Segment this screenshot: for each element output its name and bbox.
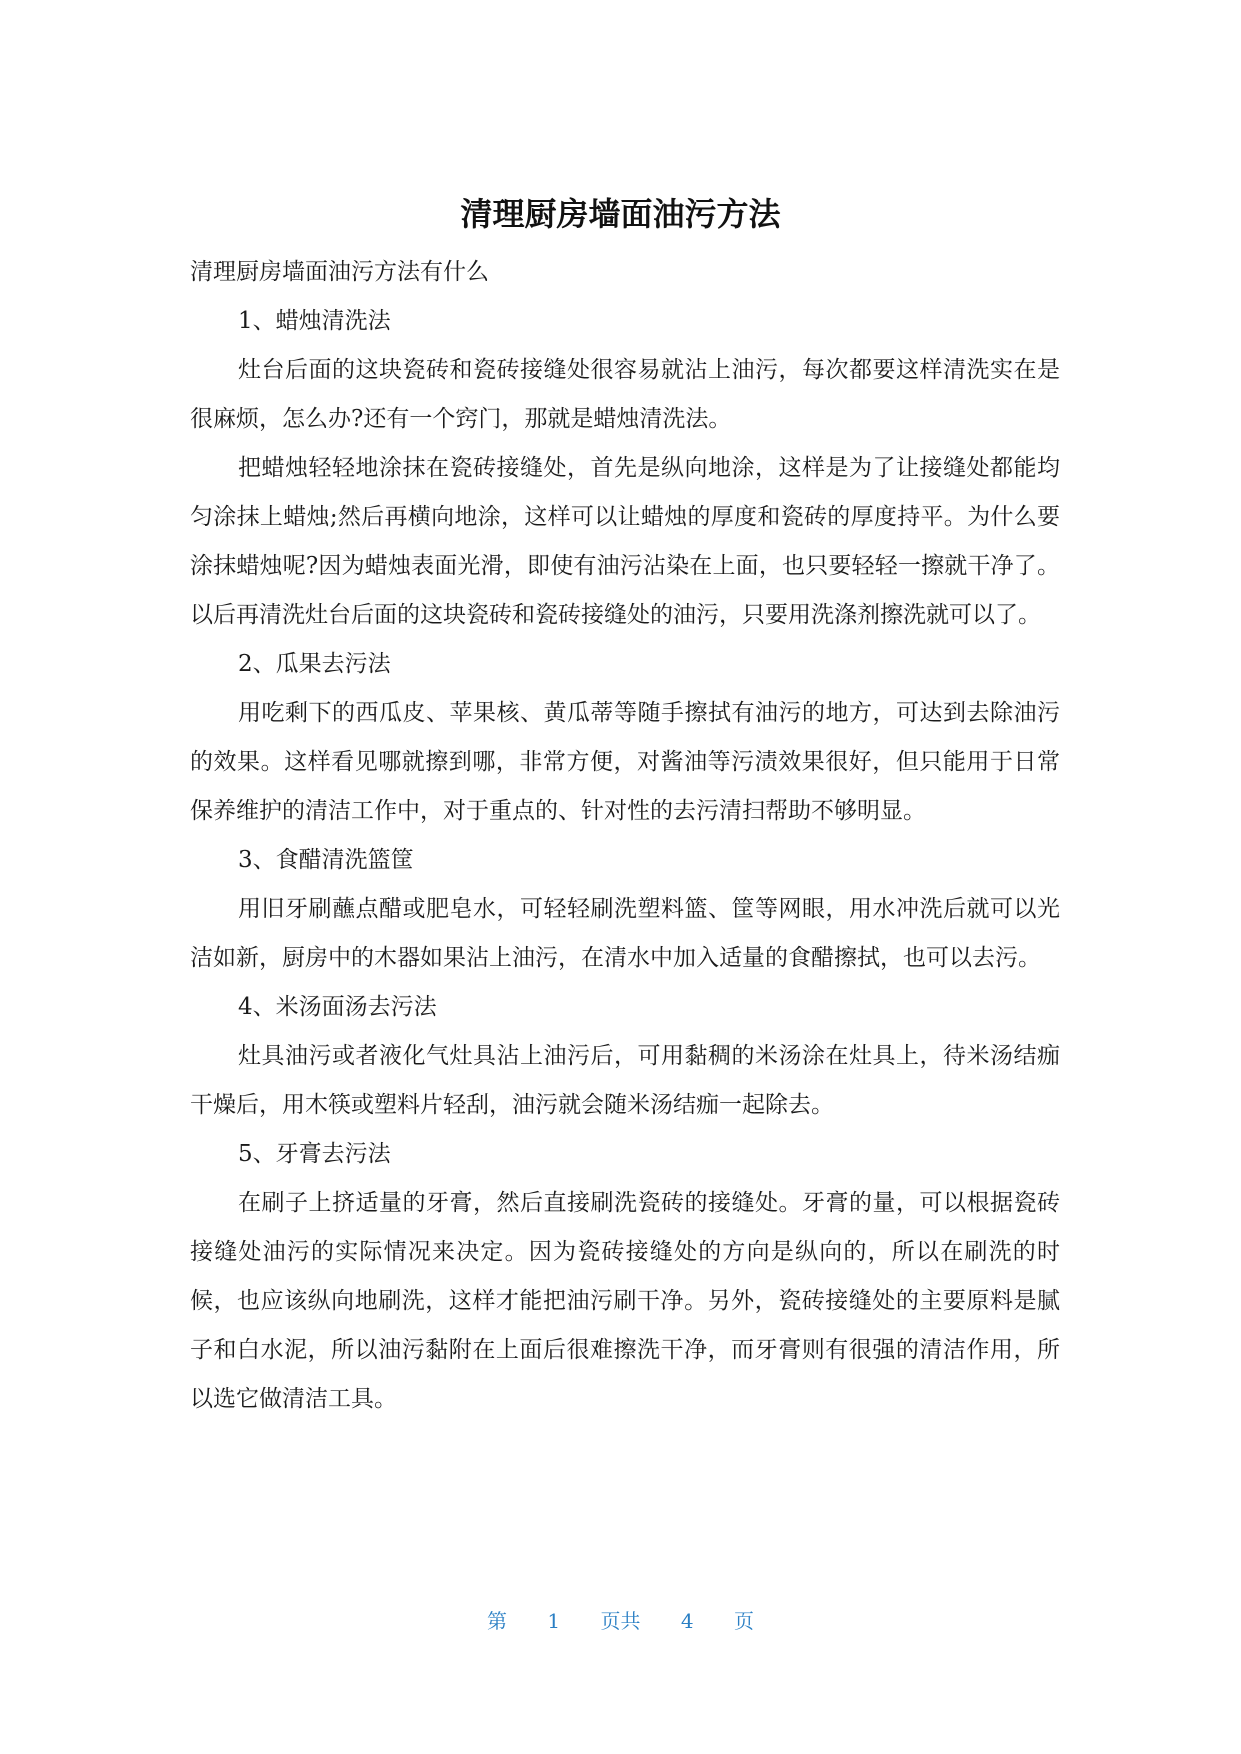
paragraph: 用旧牙刷蘸点醋或肥皂水，可轻轻刷洗塑料篮、筐等网眼，用水冲洗后就可以光洁如新，厨房中的木器如果沾上油污，在清水中加入适量的食醋擦拭，也可以去污。 — [190, 896, 1060, 971]
document-body — [190, 248, 1060, 1424]
section-heading-fruit: 2、瓜果去污法 — [238, 651, 391, 677]
paragraph: 灶具油污或者液化气灶具沾上油污后，可用黏稠的米汤涂在灶具上，待米汤结痂干燥后，用木筷或塑料片轻刮，油污就会随米汤结痂一起除去。 — [190, 1043, 1060, 1118]
section-heading-candle: 1、蜡烛清洗法 — [238, 308, 391, 334]
footer-suffix: 页 — [733, 1609, 754, 1633]
footer-current-page: 1 — [547, 1609, 561, 1633]
paragraph: 用吃剩下的西瓜皮、苹果核、黄瓜蒂等随手擦拭有油污的地方，可达到去除油污的效果。这样看见哪就擦到哪，非常方便，对酱油等污渍效果很好，但只能用于日常保养维护的清洁工作中，对于重点的、针对性的去污清扫帮助不够明显。 — [190, 700, 1060, 824]
section-heading-toothpaste: 5、牙膏去污法 — [238, 1141, 391, 1167]
footer-prefix: 第 — [487, 1609, 508, 1633]
paragraph-intro: 清理厨房墙面油污方法有什么 — [190, 259, 489, 285]
page-footer — [0, 1606, 1241, 1636]
footer-middle: 页共 — [600, 1609, 641, 1633]
document-title: 清理厨房墙面油污方法 — [460, 195, 781, 233]
section-heading-rice-soup: 4、米汤面汤去污法 — [238, 994, 437, 1020]
paragraph: 灶台后面的这块瓷砖和瓷砖接缝处很容易就沾上油污，每次都要这样清洗实在是很麻烦，怎么办?还有一个窍门，那就是蜡烛清洗法。 — [190, 357, 1060, 432]
paragraph: 在刷子上挤适量的牙膏，然后直接刷洗瓷砖的接缝处。牙膏的量，可以根据瓷砖接缝处油污的实际情况来决定。因为瓷砖接缝处的方向是纵向的，所以在刷洗的时候，也应该纵向地刷洗，这样才能把油污刷干净。另外，瓷砖接缝处的主要原料是腻子和白水泥，所以油污黏附在上面后很难擦洗干净，而牙膏则有很强的清洁作用，所以选它做清洁工具。 — [190, 1190, 1060, 1412]
footer-total-pages: 4 — [680, 1609, 694, 1633]
section-heading-vinegar: 3、食醋清洗篮筐 — [238, 847, 414, 873]
paragraph: 把蜡烛轻轻地涂抹在瓷砖接缝处，首先是纵向地涂，这样是为了让接缝处都能均匀涂抹上蜡烛;然后再横向地涂，这样可以让蜡烛的厚度和瓷砖的厚度持平。为什么要涂抹蜡烛呢?因为蜡烛表面光滑，即使有油污沾染在上面，也只要轻轻一擦就干净了。以后再清洗灶台后面的这块瓷砖和瓷砖接缝处的油污，只要用洗涤剂擦洗就可以了。 — [190, 455, 1060, 628]
